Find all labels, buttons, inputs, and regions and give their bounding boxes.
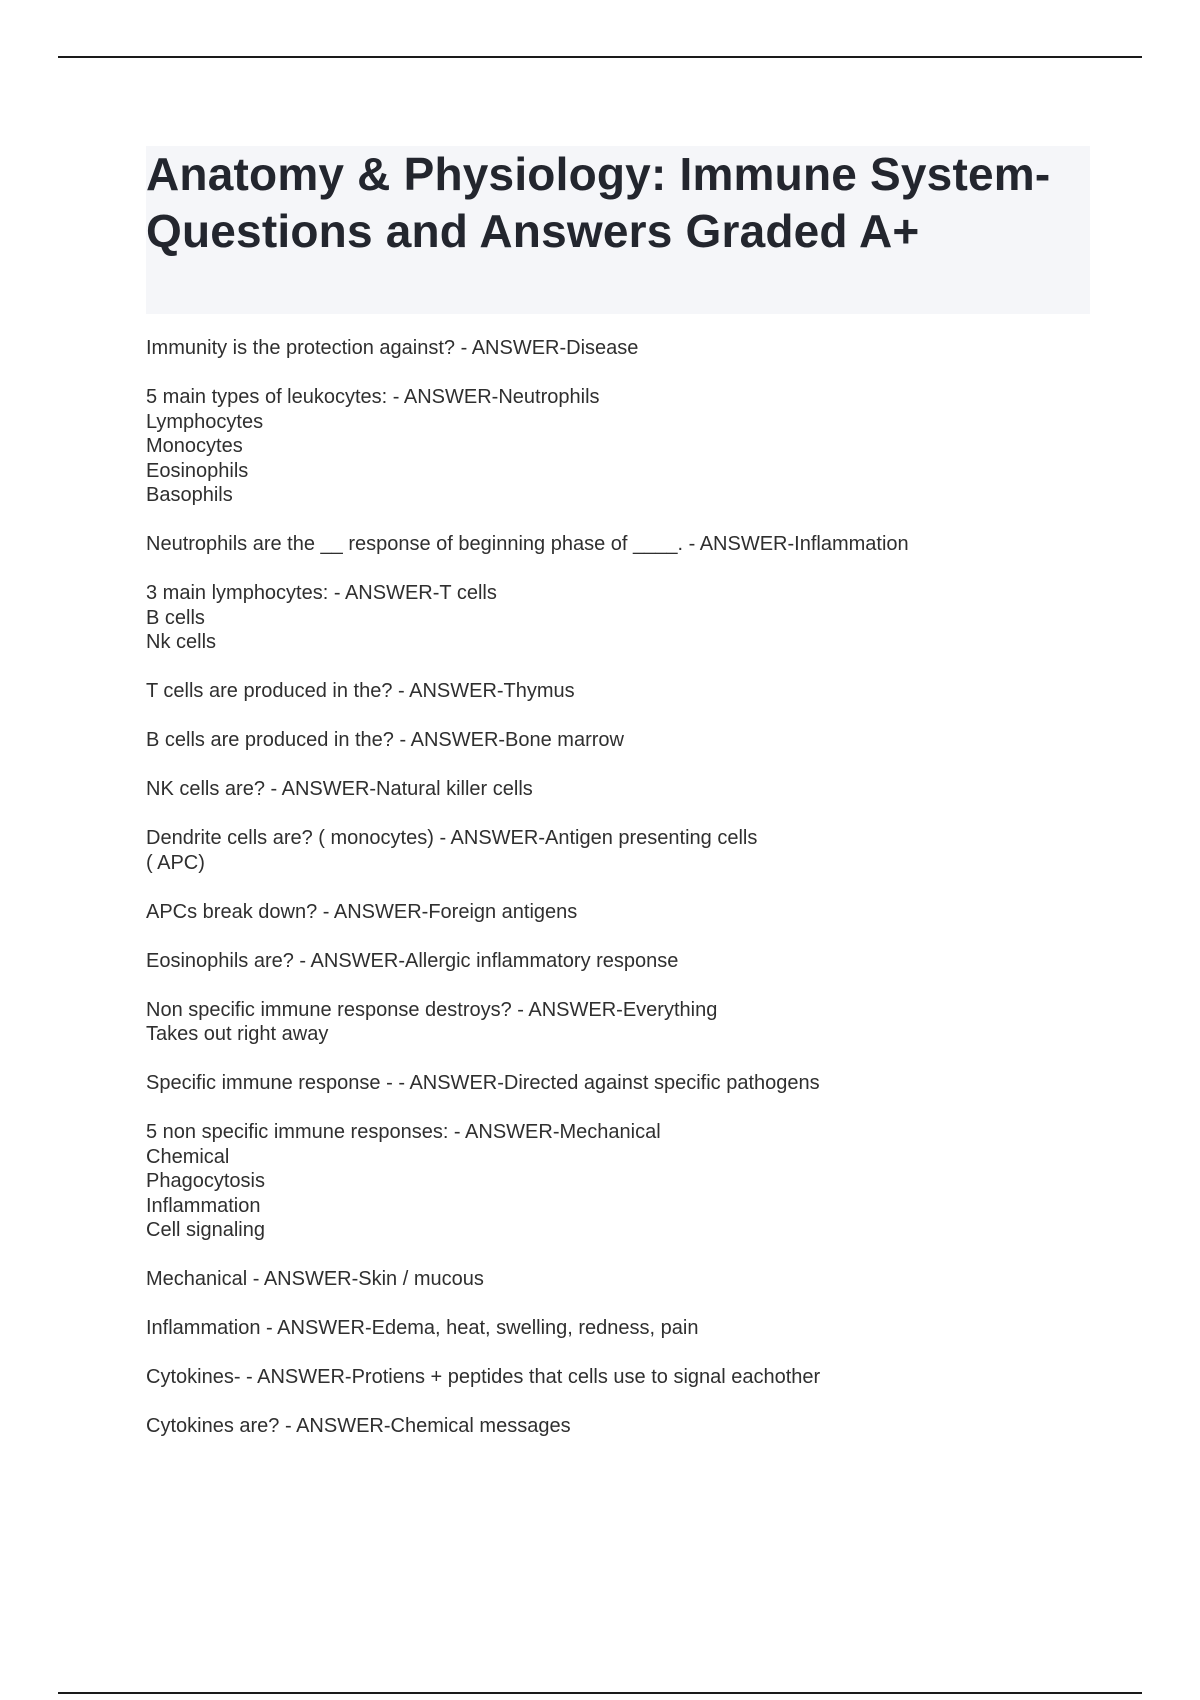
bottom-rule <box>58 1692 1142 1694</box>
qa-item: 5 non specific immune responses: - ANSWER-Mechanical Chemical Phagocytosis Inflammation Cell signaling <box>146 1121 661 1241</box>
qa-item: Cytokines- - ANSWER-Protiens + peptides that cells use to signal eachother <box>146 1366 821 1388</box>
qa-item: NK cells are? - ANSWER-Natural killer cells <box>146 778 533 800</box>
qa-item: B cells are produced in the? - ANSWER-Bone marrow <box>146 729 624 751</box>
qa-item: Immunity is the protection against? - ANSWER-Disease <box>146 337 639 359</box>
qa-item: Mechanical - ANSWER-Skin / mucous <box>146 1268 484 1290</box>
title-block <box>146 146 1090 314</box>
qa-item: Neutrophils are the __ response of beginning phase of ____. - ANSWER-Inflammation <box>146 533 909 555</box>
qa-item: Non specific immune response destroys? - ANSWER-Everything Takes out right away <box>146 998 718 1045</box>
top-rule <box>58 56 1142 58</box>
qa-list <box>146 336 1106 1463</box>
qa-item: 3 main lymphocytes: - ANSWER-T cells B cells Nk cells <box>146 582 497 653</box>
qa-item: Cytokines are? - ANSWER-Chemical messages <box>146 1415 571 1437</box>
qa-item: Inflammation - ANSWER-Edema, heat, swelling, redness, pain <box>146 1317 699 1339</box>
qa-item: APCs break down? - ANSWER-Foreign antigens <box>146 900 578 923</box>
document-title: Anatomy & Physiology: Immune System-Questions and Answers Graded A+ <box>146 148 1051 257</box>
qa-item: Eosinophils are? - ANSWER-Allergic inflammatory response <box>146 949 679 972</box>
qa-item: T cells are produced in the? - ANSWER-Thymus <box>146 680 575 702</box>
qa-item: Dendrite cells are? ( monocytes) - ANSWER-Antigen presenting cells ( APC) <box>146 827 758 874</box>
qa-item: 5 main types of leukocytes: - ANSWER-Neutrophils Lymphocytes Monocytes Eosinophils Basophils <box>146 386 600 506</box>
qa-item: Specific immune response - - ANSWER-Directed against specific pathogens <box>146 1072 820 1094</box>
